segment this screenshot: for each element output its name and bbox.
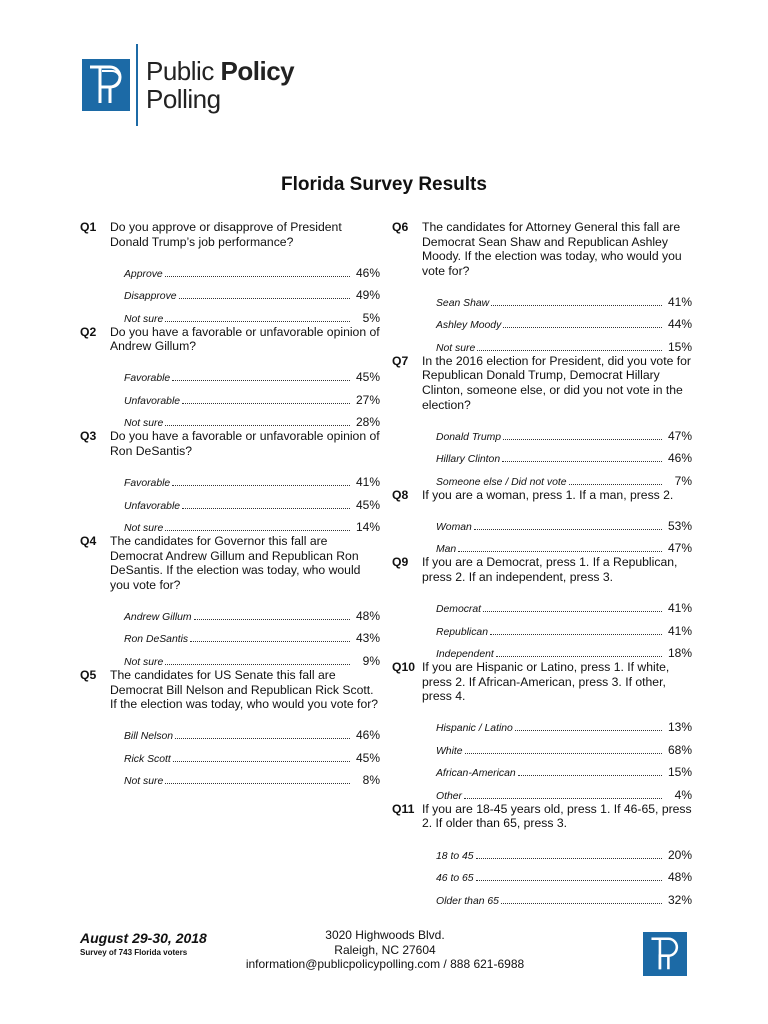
answer-label: Not sure (124, 523, 164, 535)
answer-label: Not sure (124, 776, 164, 788)
question-q11 (392, 802, 692, 907)
dot-leader (502, 461, 662, 462)
answer-row (436, 839, 692, 862)
answer-label: Someone else / Did not vote (436, 476, 567, 488)
question-q2 (80, 325, 380, 430)
question-header (392, 354, 692, 412)
answer-list (124, 720, 380, 788)
question-header (80, 534, 380, 592)
answer-row (436, 420, 692, 443)
answer-row (124, 407, 380, 430)
answer-label: Hispanic / Latino (436, 723, 513, 735)
answer-row (124, 645, 380, 668)
answer-label: Sean Shaw (436, 297, 490, 309)
question-number: Q9 (392, 555, 409, 570)
right-column (392, 220, 692, 907)
answer-label: Unfavorable (124, 500, 181, 512)
dot-leader (165, 276, 350, 277)
address-line-1: 3020 Highwoods Blvd. (325, 928, 445, 942)
question-header (80, 220, 380, 249)
answer-value: 15% (667, 339, 692, 354)
answer-row (124, 720, 380, 743)
question-header (80, 429, 380, 458)
answer-label: 46 to 65 (436, 873, 474, 884)
question-header (80, 668, 380, 712)
question-text: Do you approve or disapprove of President Donald Trump’s job performance? (110, 220, 342, 249)
answer-list (436, 712, 692, 802)
dot-leader (515, 730, 662, 731)
answer-value: 44% (667, 317, 692, 332)
question-q9 (392, 555, 692, 660)
footer-logo-icon (643, 932, 687, 976)
question-header (392, 802, 692, 831)
question-header (80, 325, 380, 354)
dot-leader (165, 530, 350, 531)
answer-row (124, 742, 380, 765)
dot-leader (491, 305, 662, 306)
answer-row (436, 533, 692, 556)
answer-label: Woman (436, 521, 472, 533)
answer-value: 43% (355, 631, 380, 646)
answer-value: 32% (667, 892, 692, 907)
logo-divider (136, 44, 138, 126)
answer-value: 47% (667, 541, 692, 556)
answer-value: 18% (667, 646, 692, 661)
dot-leader (173, 761, 350, 762)
answer-list (124, 362, 380, 430)
dot-leader (165, 664, 350, 665)
question-number: Q11 (392, 801, 415, 816)
answer-label: Man (436, 544, 457, 556)
answer-label: Not sure (124, 418, 164, 430)
answer-row (124, 362, 380, 385)
answer-value: 13% (667, 720, 692, 735)
contact-line: information@publicpolicypolling.com / 888 621-6988 (245, 957, 525, 971)
address-line-2: Raleigh, NC 27604 (334, 942, 436, 957)
page-title: Florida Survey Results (281, 174, 487, 195)
question-q10 (392, 660, 692, 802)
dot-leader (501, 903, 662, 904)
answer-label: Bill Nelson (124, 731, 174, 743)
answer-row (436, 734, 692, 757)
answer-value: 15% (667, 765, 692, 780)
answer-value: 53% (667, 518, 692, 533)
answer-list (124, 600, 380, 668)
answer-list (436, 510, 692, 555)
answer-row (124, 302, 380, 325)
question-text: The candidates for US Senate this fall are Democrat Bill Nelson and Republican Rick Scott. If the election was today, who would you vote for? (110, 667, 379, 712)
dot-leader (458, 551, 662, 552)
question-text: Do you have a favorable or unfavorable opinion of Ron DeSantis? (110, 429, 380, 458)
answer-label: Democrat (436, 604, 482, 616)
brand-name: Public Policy Polling (146, 56, 295, 114)
answer-row (124, 384, 380, 407)
question-text: The candidates for Governor this fall are Democrat Andrew Gillum and Republican Ron DeSantis. If the election was today, who would you vote for? (110, 534, 361, 592)
answer-row (436, 884, 692, 907)
answer-value: 46% (355, 728, 380, 743)
answer-value: 46% (667, 451, 692, 466)
answer-row (436, 712, 692, 735)
footer-contact (200, 928, 570, 972)
dot-leader (503, 439, 662, 440)
question-text: If you are a woman, press 1. If a man, press 2. (422, 487, 674, 502)
question-number: Q5 (80, 667, 97, 682)
dot-leader (483, 611, 662, 612)
question-q7 (392, 354, 692, 488)
question-q8 (392, 488, 692, 556)
dot-leader (569, 484, 662, 485)
answer-value: 49% (355, 288, 380, 303)
answer-value: 41% (667, 601, 692, 616)
answer-row (436, 779, 692, 802)
answer-row (436, 593, 692, 616)
answer-label: Older than 65 (436, 895, 499, 907)
dot-leader (182, 508, 350, 509)
answer-label: Ron DeSantis (124, 634, 189, 646)
survey-sample: Survey of 743 Florida voters (80, 948, 188, 957)
answer-label: White (436, 745, 463, 757)
question-number: Q6 (392, 220, 409, 234)
answer-row (436, 615, 692, 638)
answer-value: 5% (362, 310, 380, 325)
answer-label: Rick Scott (124, 753, 171, 765)
footer-date-block (80, 930, 207, 957)
dot-leader (465, 753, 662, 754)
dot-leader (165, 425, 350, 426)
left-column (80, 220, 380, 787)
answer-label: Unfavorable (124, 395, 181, 407)
answer-label: Approve (124, 268, 163, 280)
dot-leader (175, 738, 350, 739)
question-text: The candidates for Attorney General this fall are Democrat Sean Shaw and Republican Ashley Moody. If the election was today, who would you vote for? (422, 220, 682, 278)
answer-row (436, 465, 692, 488)
answer-label: Favorable (124, 373, 171, 385)
answer-list (436, 286, 692, 354)
answer-value: 41% (667, 623, 692, 638)
answer-row (436, 443, 692, 466)
dot-leader (172, 380, 350, 381)
answer-row (124, 765, 380, 788)
answer-row (436, 757, 692, 780)
answer-label: African-American (436, 768, 516, 780)
answer-row (436, 286, 692, 309)
question-number: Q4 (80, 534, 97, 549)
answer-label: Favorable (124, 478, 171, 490)
answer-list (436, 839, 692, 907)
dot-leader (165, 783, 350, 784)
dot-leader (182, 403, 350, 404)
question-header (392, 660, 692, 704)
question-number: Q3 (80, 429, 97, 444)
answer-list (436, 420, 692, 488)
answer-value: 45% (355, 497, 380, 512)
answer-value: 9% (362, 653, 380, 668)
question-text: If you are 18-45 years old, press 1. If 46-65, press 2. If older than 65, press 3. (422, 801, 692, 831)
dot-leader (476, 858, 662, 859)
dot-leader (464, 798, 662, 799)
answer-list (124, 257, 380, 325)
answer-label: Not sure (124, 313, 164, 325)
dot-leader (496, 656, 662, 657)
answer-row (124, 467, 380, 490)
answer-label: Not sure (436, 342, 476, 354)
answer-row (436, 331, 692, 354)
answer-label: Donald Trump (436, 431, 502, 443)
answer-label: Independent (436, 649, 494, 661)
question-q4 (80, 534, 380, 668)
survey-date: August 29-30, 2018 (80, 930, 207, 946)
answer-value: 8% (362, 773, 380, 788)
answer-value: 45% (355, 750, 380, 765)
dot-leader (476, 880, 662, 881)
answer-value: 14% (355, 520, 380, 535)
answer-row (436, 309, 692, 332)
answer-label: Andrew Gillum (124, 611, 192, 623)
answer-value: 7% (674, 473, 692, 488)
question-number: Q1 (80, 220, 97, 234)
answer-value: 48% (355, 608, 380, 623)
answer-label: 18 to 45 (436, 850, 474, 862)
answer-value: 4% (674, 787, 692, 802)
question-header (392, 555, 692, 584)
question-q3 (80, 429, 380, 534)
dot-leader (503, 327, 662, 328)
answer-value: 47% (667, 428, 692, 443)
dot-leader (194, 619, 350, 620)
dot-leader (190, 641, 350, 642)
answer-label: Other (436, 790, 462, 802)
dot-leader (179, 298, 350, 299)
answer-value: 28% (355, 415, 380, 430)
ppp-logo-icon (82, 59, 130, 111)
answer-row (436, 638, 692, 661)
question-number: Q7 (392, 353, 409, 368)
dot-leader (165, 321, 350, 322)
dot-leader (490, 634, 662, 635)
answer-label: Ashley Moody (436, 320, 502, 332)
question-q5 (80, 668, 380, 787)
answer-label: Hillary Clinton (436, 454, 501, 466)
answer-list (124, 467, 380, 535)
answer-label: Disapprove (124, 291, 177, 303)
question-header (392, 220, 692, 278)
dot-leader (474, 529, 662, 530)
answer-row (124, 489, 380, 512)
answer-row (124, 512, 380, 535)
question-q1 (80, 220, 380, 325)
answer-row (124, 623, 380, 646)
answer-value: 68% (667, 742, 692, 757)
question-header (392, 488, 692, 503)
answer-row (124, 600, 380, 623)
answer-value: 41% (355, 475, 380, 490)
dot-leader (477, 350, 662, 351)
question-number: Q2 (80, 324, 97, 339)
question-q6 (392, 220, 692, 354)
answer-label: Not sure (124, 656, 164, 668)
question-text: If you are Hispanic or Latino, press 1. If white, press 2. If African-American, press 3. If other, press 4. (422, 660, 670, 704)
question-text: In the 2016 election for President, did you vote for Republican Donald Trump, Democrat Hillary Clinton, someone else, or did you not vote in the election? (422, 353, 691, 412)
answer-list (436, 593, 692, 661)
answer-value: 27% (355, 392, 380, 407)
question-number: Q8 (392, 487, 409, 502)
ppp-logo (82, 44, 294, 126)
answer-row (436, 862, 692, 885)
dot-leader (518, 775, 662, 776)
answer-value: 41% (667, 294, 692, 309)
question-text: Do you have a favorable or unfavorable opinion of Andrew Gillum? (110, 324, 380, 354)
answer-label: Republican (436, 626, 488, 638)
answer-value: 45% (355, 370, 380, 385)
answer-row (436, 510, 692, 533)
question-text: If you are a Democrat, press 1. If a Republican, press 2. If an independent, press 3. (422, 555, 678, 584)
answer-value: 48% (667, 870, 692, 884)
answer-value: 46% (355, 265, 380, 280)
answer-row (124, 257, 380, 280)
dot-leader (172, 485, 350, 486)
answer-row (124, 280, 380, 303)
question-number: Q10 (392, 660, 416, 675)
answer-value: 20% (667, 847, 692, 862)
